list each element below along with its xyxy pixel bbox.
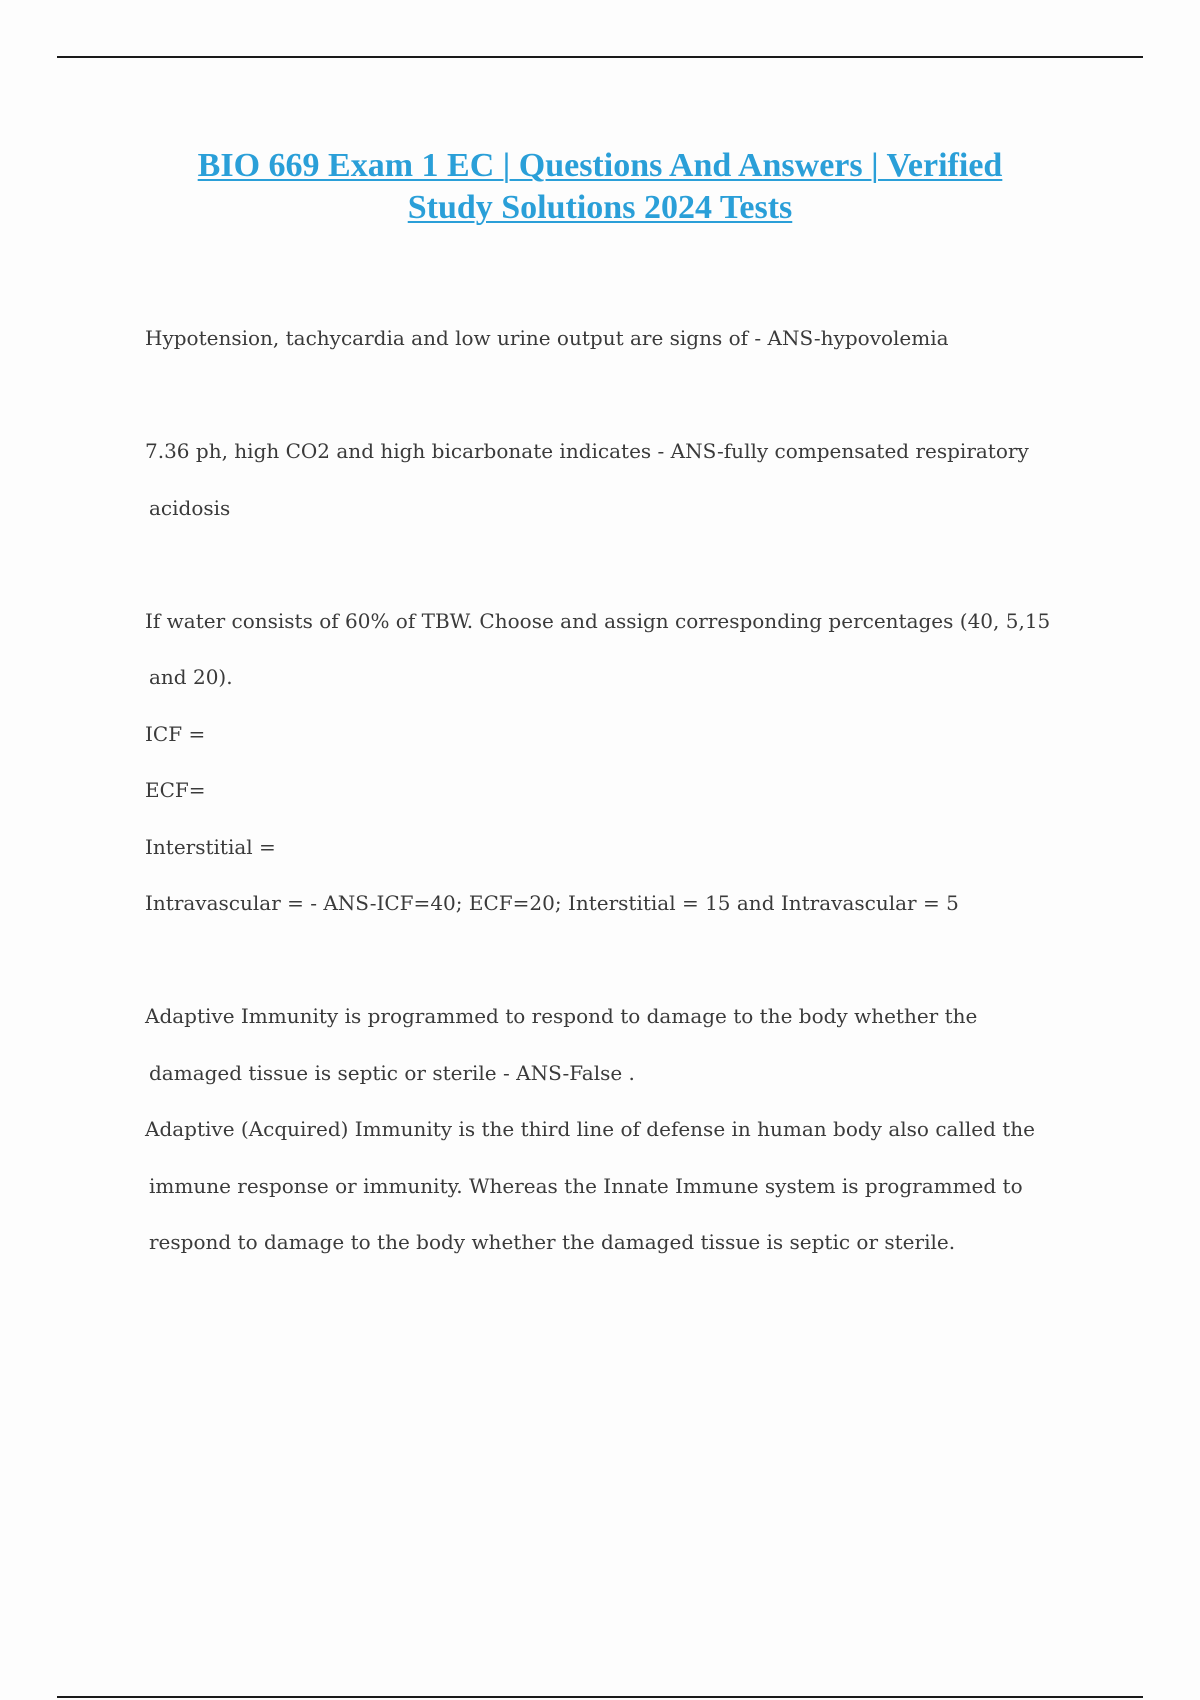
question-2-line-2: acidosis bbox=[149, 495, 231, 520]
document-title bbox=[100, 145, 1100, 229]
question-4-explanation-2: immune response or immunity. Whereas the Innate Immune system is programmed to bbox=[149, 1173, 1023, 1198]
question-3-icf: ICF = bbox=[145, 721, 206, 746]
title-line-2: Study Solutions 2024 Tests bbox=[407, 189, 793, 226]
question-3-answer: Intravascular = - ANS-ICF=40; ECF=20; Interstitial = 15 and Intravascular = 5 bbox=[145, 891, 959, 915]
question-1: Hypotension, tachycardia and low urine output are signs of - ANS-hypovolemia bbox=[145, 326, 949, 350]
title-line-1: BIO 669 Exam 1 EC | Questions And Answers | Verified bbox=[197, 147, 1003, 184]
title-link[interactable] bbox=[198, 147, 1003, 226]
question-4-line-1: Adaptive Immunity is programmed to respond to damage to the body whether the bbox=[145, 1004, 978, 1028]
bottom-rule bbox=[57, 1696, 1143, 1698]
top-rule bbox=[57, 56, 1143, 58]
question-3-line-1: If water consists of 60% of TBW. Choose and assign corresponding percentages (40, 5,15 bbox=[145, 608, 1051, 633]
question-3-line-2: and 20). bbox=[149, 665, 233, 689]
question-4-explanation-1: Adaptive (Acquired) Immunity is the third line of defense in human body also called the bbox=[145, 1117, 1035, 1141]
question-2-line-1: 7.36 ph, high CO2 and high bicarbonate indicates - ANS-fully compensated respiratory bbox=[145, 439, 1029, 463]
question-3-ecf: ECF= bbox=[145, 778, 206, 802]
question-4-explanation-3: respond to damage to the body whether the damaged tissue is septic or sterile. bbox=[149, 1230, 956, 1254]
question-4-line-2: damaged tissue is septic or sterile - ANS-False . bbox=[149, 1060, 635, 1085]
question-3-interstitial: Interstitial = bbox=[145, 834, 276, 859]
document-body bbox=[145, 326, 1075, 1271]
